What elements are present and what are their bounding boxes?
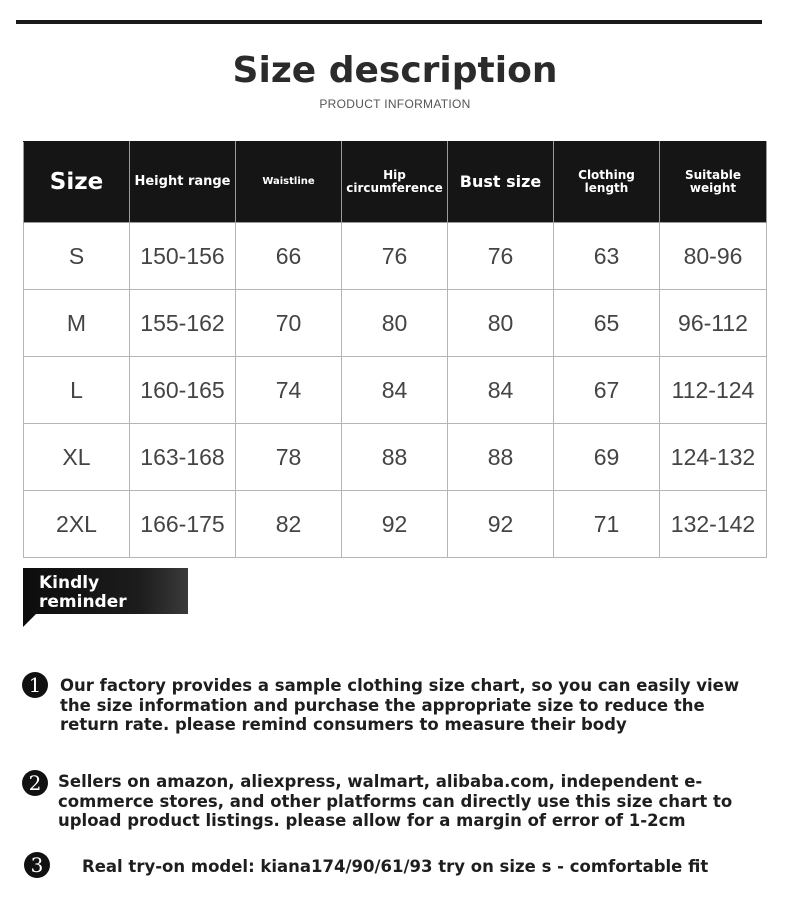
column-header-hip-circumference: Hip circumference xyxy=(342,142,448,223)
table-cell: 163-168 xyxy=(130,424,236,491)
table-row xyxy=(24,357,767,424)
table-cell: 150-156 xyxy=(130,223,236,290)
table-cell: 76 xyxy=(448,223,554,290)
table-cell: 80-96 xyxy=(660,223,767,290)
table-cell: 2XL xyxy=(24,491,130,558)
table-cell: XL xyxy=(24,424,130,491)
column-header-suitable-weight: Suitable weight xyxy=(660,142,767,223)
table-cell: 71 xyxy=(554,491,660,558)
number-three-icon: 3 xyxy=(24,852,50,878)
column-header-clothing-length: Clothing length xyxy=(554,142,660,223)
number-one-icon: 1 xyxy=(22,672,48,698)
table-cell: 70 xyxy=(236,290,342,357)
table-cell: S xyxy=(24,223,130,290)
note-1-text: Our factory provides a sample clothing size chart, so you can easily view the size information and purchase the appropriate size to reduce the return rate. please remind consumers to measure their body xyxy=(60,676,740,734)
note-3-text: Real try-on model: kiana174/90/61/93 try on size s - comfortable fit xyxy=(82,857,709,876)
table-cell: 66 xyxy=(236,223,342,290)
table-cell: 69 xyxy=(554,424,660,491)
column-header-size: Size xyxy=(24,142,130,223)
table-cell: 84 xyxy=(448,357,554,424)
table-row xyxy=(24,424,767,491)
page-title: Size description xyxy=(232,50,558,91)
number-two-icon: 2 xyxy=(22,770,48,796)
table-cell: 124-132 xyxy=(660,424,767,491)
table-cell: 84 xyxy=(342,357,448,424)
table-cell: 65 xyxy=(554,290,660,357)
banner-tail xyxy=(23,614,36,627)
table-cell: M xyxy=(24,290,130,357)
table-cell: 96-112 xyxy=(660,290,767,357)
column-header-bust-size: Bust size xyxy=(448,142,554,223)
table-cell: 78 xyxy=(236,424,342,491)
table-cell: 160-165 xyxy=(130,357,236,424)
table-cell: 74 xyxy=(236,357,342,424)
table-cell: 67 xyxy=(554,357,660,424)
page-subtitle: PRODUCT INFORMATION xyxy=(319,97,471,111)
table-cell: 88 xyxy=(342,424,448,491)
table-cell: 112-124 xyxy=(660,357,767,424)
column-header-height-range: Height range xyxy=(130,142,236,223)
table-cell: 82 xyxy=(236,491,342,558)
table-cell: L xyxy=(24,357,130,424)
table-cell: 166-175 xyxy=(130,491,236,558)
size-table xyxy=(23,141,767,558)
table-row xyxy=(24,290,767,357)
table-cell: 92 xyxy=(448,491,554,558)
top-divider xyxy=(16,20,762,24)
table-cell: 80 xyxy=(342,290,448,357)
table-header-row xyxy=(24,142,767,223)
table-cell: 132-142 xyxy=(660,491,767,558)
table-cell: 88 xyxy=(448,424,554,491)
kindly-reminder-banner: Kindly reminder xyxy=(23,568,188,614)
table-row xyxy=(24,223,767,290)
table-cell: 80 xyxy=(448,290,554,357)
note-2-text: Sellers on amazon, aliexpress, walmart, alibaba.com, independent e-commerce stores, and other platforms can directly use this size chart to upload product listings. please allow for a margin of error of 1-2cm xyxy=(58,772,733,830)
table-cell: 92 xyxy=(342,491,448,558)
table-cell: 63 xyxy=(554,223,660,290)
table-row xyxy=(24,491,767,558)
table-cell: 155-162 xyxy=(130,290,236,357)
table-cell: 76 xyxy=(342,223,448,290)
column-header-waistline: Waistline xyxy=(236,142,342,223)
